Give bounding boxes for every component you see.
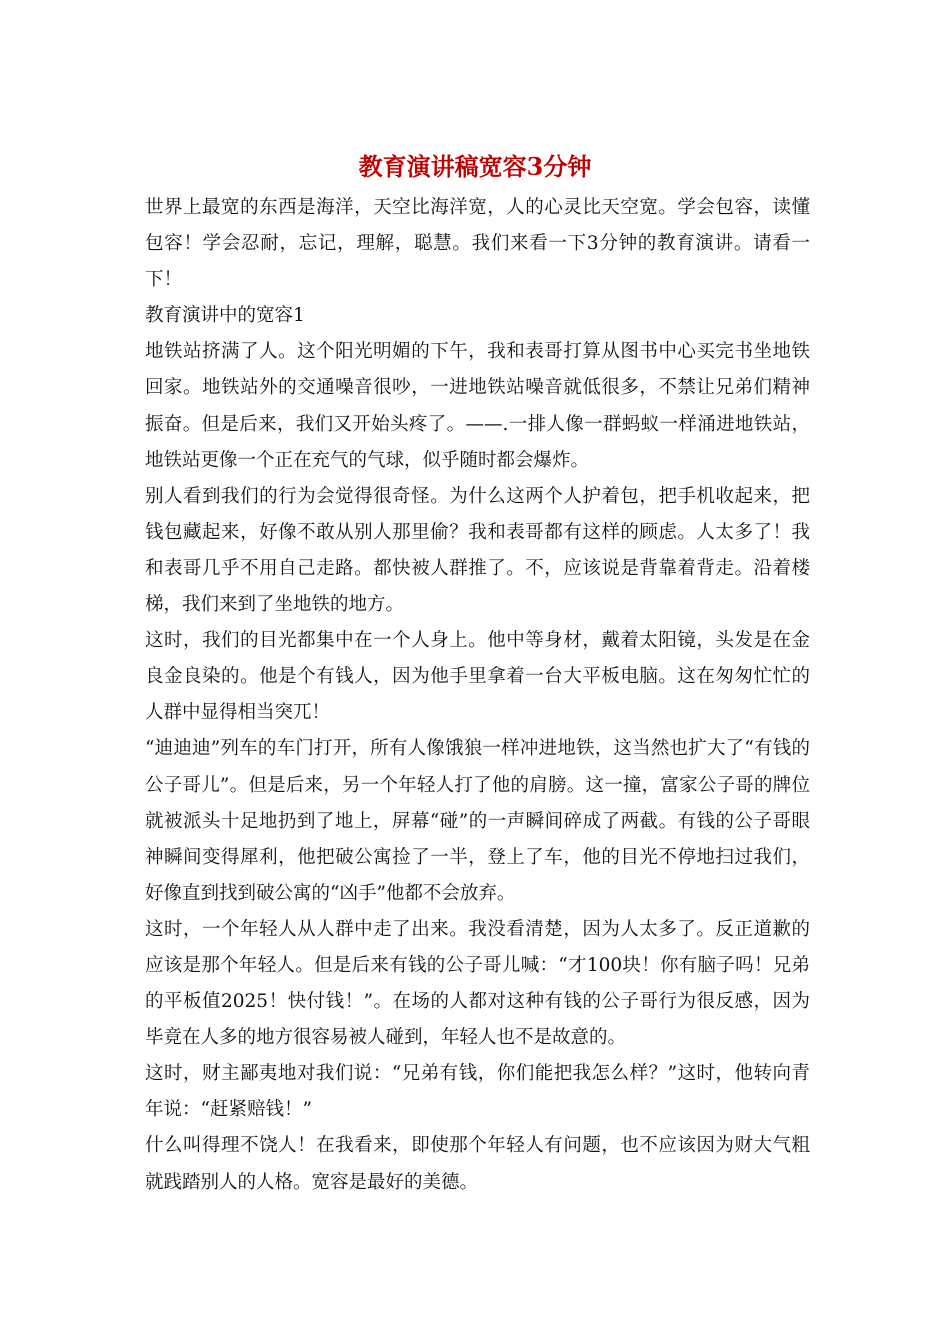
document-title: 教育演讲稿宽容3分钟	[358, 152, 592, 181]
section-heading: 教育演讲中的宽容1	[145, 305, 305, 327]
paragraph: “迪迪迪”列车的车门打开，所有人像饿狼一样冲进地铁，这当然也扩大了“有钱的公子哥儿”。但是后来，另一个年轻人打了他的肩膀。这一撞，富家公子哥的牌位就被派头十足地扔到了地上，屏幕“碰”的一声瞬间碎成了两截。有钱的公子哥眼神瞬间变得犀利，他把破公寓捡了一半，登上了车，他的目光不停地扫过我们，好像直到找到破公寓的“凶手”他都不会放弃。	[145, 738, 810, 904]
paragraph: 这时，一个年轻人从人群中走了出来。我没看清楚，因为人太多了。反正道歉的应该是那个年轻人。但是后来有钱的公子哥儿喊：“才100块！你有脑子吗！兄弟的平板值2025！快付钱！”。在场的人都对这种有钱的公子哥行为很反感，因为毕竟在人多的地方很容易被人碰到，年轻人也不是故意的。	[145, 918, 810, 1049]
paragraph: 别人看到我们的行为会觉得很奇怪。为什么这两个人护着包，把手机收起来，把钱包藏起来，好像不敢从别人那里偷？我和表哥都有这样的顾虑。人太多了！我和表哥几乎不用自己走路。都快被人群推了。不，应该说是背靠着背走。沿着楼梯，我们来到了坐地铁的地方。	[145, 485, 810, 616]
paragraph: 这时，财主鄙夷地对我们说：“兄弟有钱，你们能把我怎么样？”这时，他转向青年说：“赶紧赔钱！”	[145, 1063, 810, 1121]
paragraph-intro: 世界上最宽的东西是海洋，天空比海洋宽，人的心灵比天空宽。学会包容，读懂包容！学会忍耐，忘记，理解，聪慧。我们来看一下3分钟的教育演讲。请看一下！	[145, 197, 810, 291]
paragraph: 什么叫得理不饶人！在我看来，即使那个年轻人有问题，也不应该因为财大气粗就践踏别人的人格。宽容是最好的美德。	[145, 1135, 810, 1193]
paragraph: 这时，我们的目光都集中在一个人身上。他中等身材，戴着太阳镜，头发是在金良金良染的。他是个有钱人，因为他手里拿着一台大平板电脑。这在匆匆忙忙的人群中显得相当突兀！	[145, 630, 810, 724]
paragraph: 地铁站挤满了人。这个阳光明媚的下午，我和表哥打算从图书中心买完书坐地铁回家。地铁站外的交通噪音很吵，一进地铁站噪音就低很多，不禁让兄弟们精神振奋。但是后来，我们又开始头疼了。——.一排人像一群蚂蚁一样涌进地铁站，地铁站更像一个正在充气的气球，似乎随时都会爆炸。	[145, 341, 810, 471]
document-body	[145, 190, 810, 1201]
